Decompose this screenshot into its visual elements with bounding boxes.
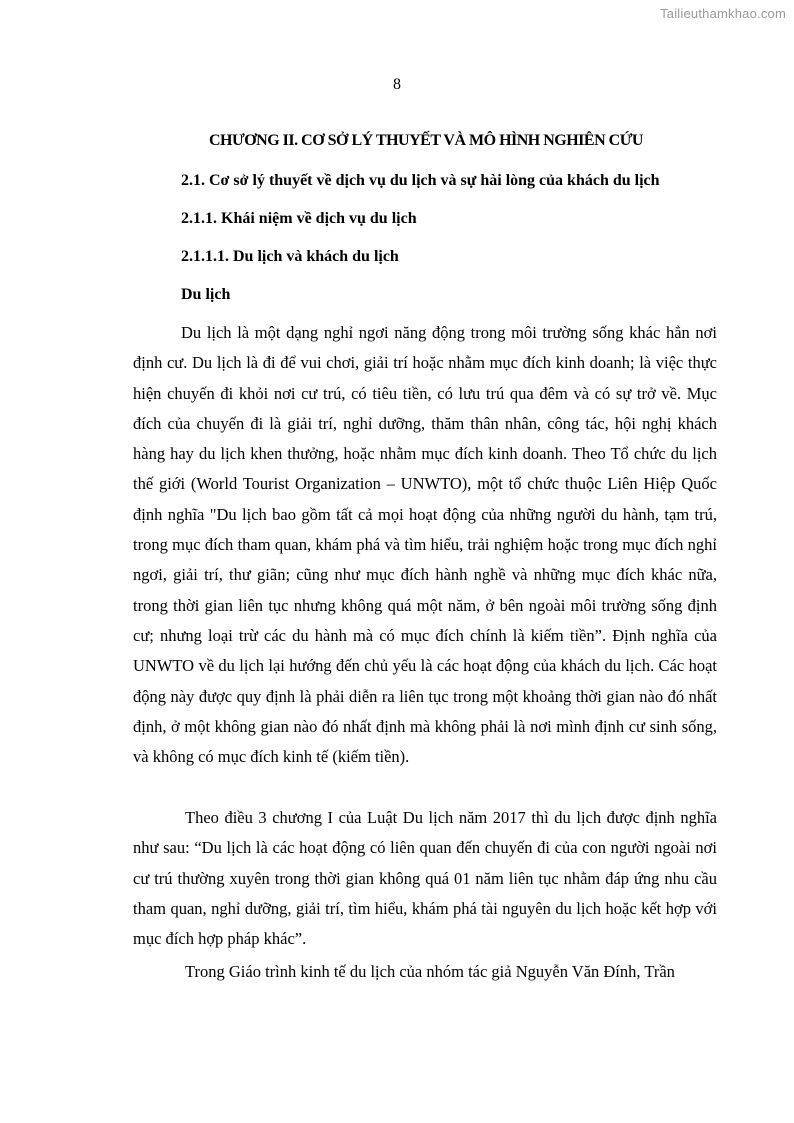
section-heading-2-1: 2.1. Cơ sở lý thuyết về dịch vụ du lịch và sự hài lòng của khách du lịch <box>181 172 660 189</box>
chapter-title: CHƯƠNG II. CƠ SỞ LÝ THUYẾT VÀ MÔ HÌNH NGHIÊN CỨU <box>209 132 643 149</box>
paragraph-tourism-law: Theo điều 3 chương I của Luật Du lịch năm 2017 thì du lịch được định nghĩa như sau: “Du lịch là các hoạt động có liên quan đến chuyến đi của con người ngoài nơi cư trú thường xuyên trong thời gian không quá 01 năm liên tục nhằm đáp ứng nhu cầu tham quan, nghỉ dưỡng, giải trí, tìm hiểu, khám phá tài nguyên du lịch hoặc kết hợp với mục đích hợp pháp khác”. <box>133 808 717 949</box>
paragraph-tourism-definition: Du lịch là một dạng nghỉ ngơi năng động trong môi trường sống khác hẳn nơi định cư. Du lịch là đi để vui chơi, giải trí hoặc nhằm mục đích kinh doanh; là việc thực hiện chuyến đi khỏi nơi cư trú, có tiêu tiền, có lưu trú qua đêm và có sự trở về. Mục đích của chuyến đi là giải trí, nghỉ dưỡng, thăm thân nhân, công tác, hội nghị khách hàng hay du lịch khen thưởng, hoặc nhằm mục đích kinh doanh. Theo Tổ chức du lịch thế giới (World Tourist Organization – UNWTO), một tổ chức thuộc Liên Hiệp Quốc định nghĩa "Du lịch bao gồm tất cả mọi hoạt động của những người du hành, tạm trú, trong mục đích tham quan, khám phá và tìm hiểu, trải nghiệm hoặc trong mục đích nghỉ ngơi, giải trí, thư giãn; cũng như mục đích hành nghề và những mục đích khác nữa, trong thời gian liên tục nhưng không quá một năm, ở bên ngoài môi trường sống định cư; nhưng loại trừ các du hành mà có mục đích chính là kiếm tiền”. Định nghĩa của UNWTO về du lịch lại hướng đến chủ yếu là các hoạt động của khách du lịch. Các hoạt động này được quy định là phải diễn ra liên tục trong một khoảng thời gian nào đó nhất định, ở một không gian nào đó nhất định mà không phải là nơi mình định cư sinh sống, và không có mục đích kinh tế (kiếm tiền). <box>133 323 717 767</box>
page-number: 8 <box>393 76 401 93</box>
section-heading-2-1-1: 2.1.1. Khái niệm về dịch vụ du lịch <box>181 210 417 227</box>
subheading-du-lich: Du lịch <box>181 286 231 303</box>
paragraph-textbook: Trong Giáo trình kinh tế du lịch của nhóm tác giả Nguyễn Văn Đính, Trần <box>185 962 675 981</box>
section-heading-2-1-1-1: 2.1.1.1. Du lịch và khách du lịch <box>181 248 399 265</box>
watermark: Tailieuthamkhao.com <box>660 6 786 21</box>
